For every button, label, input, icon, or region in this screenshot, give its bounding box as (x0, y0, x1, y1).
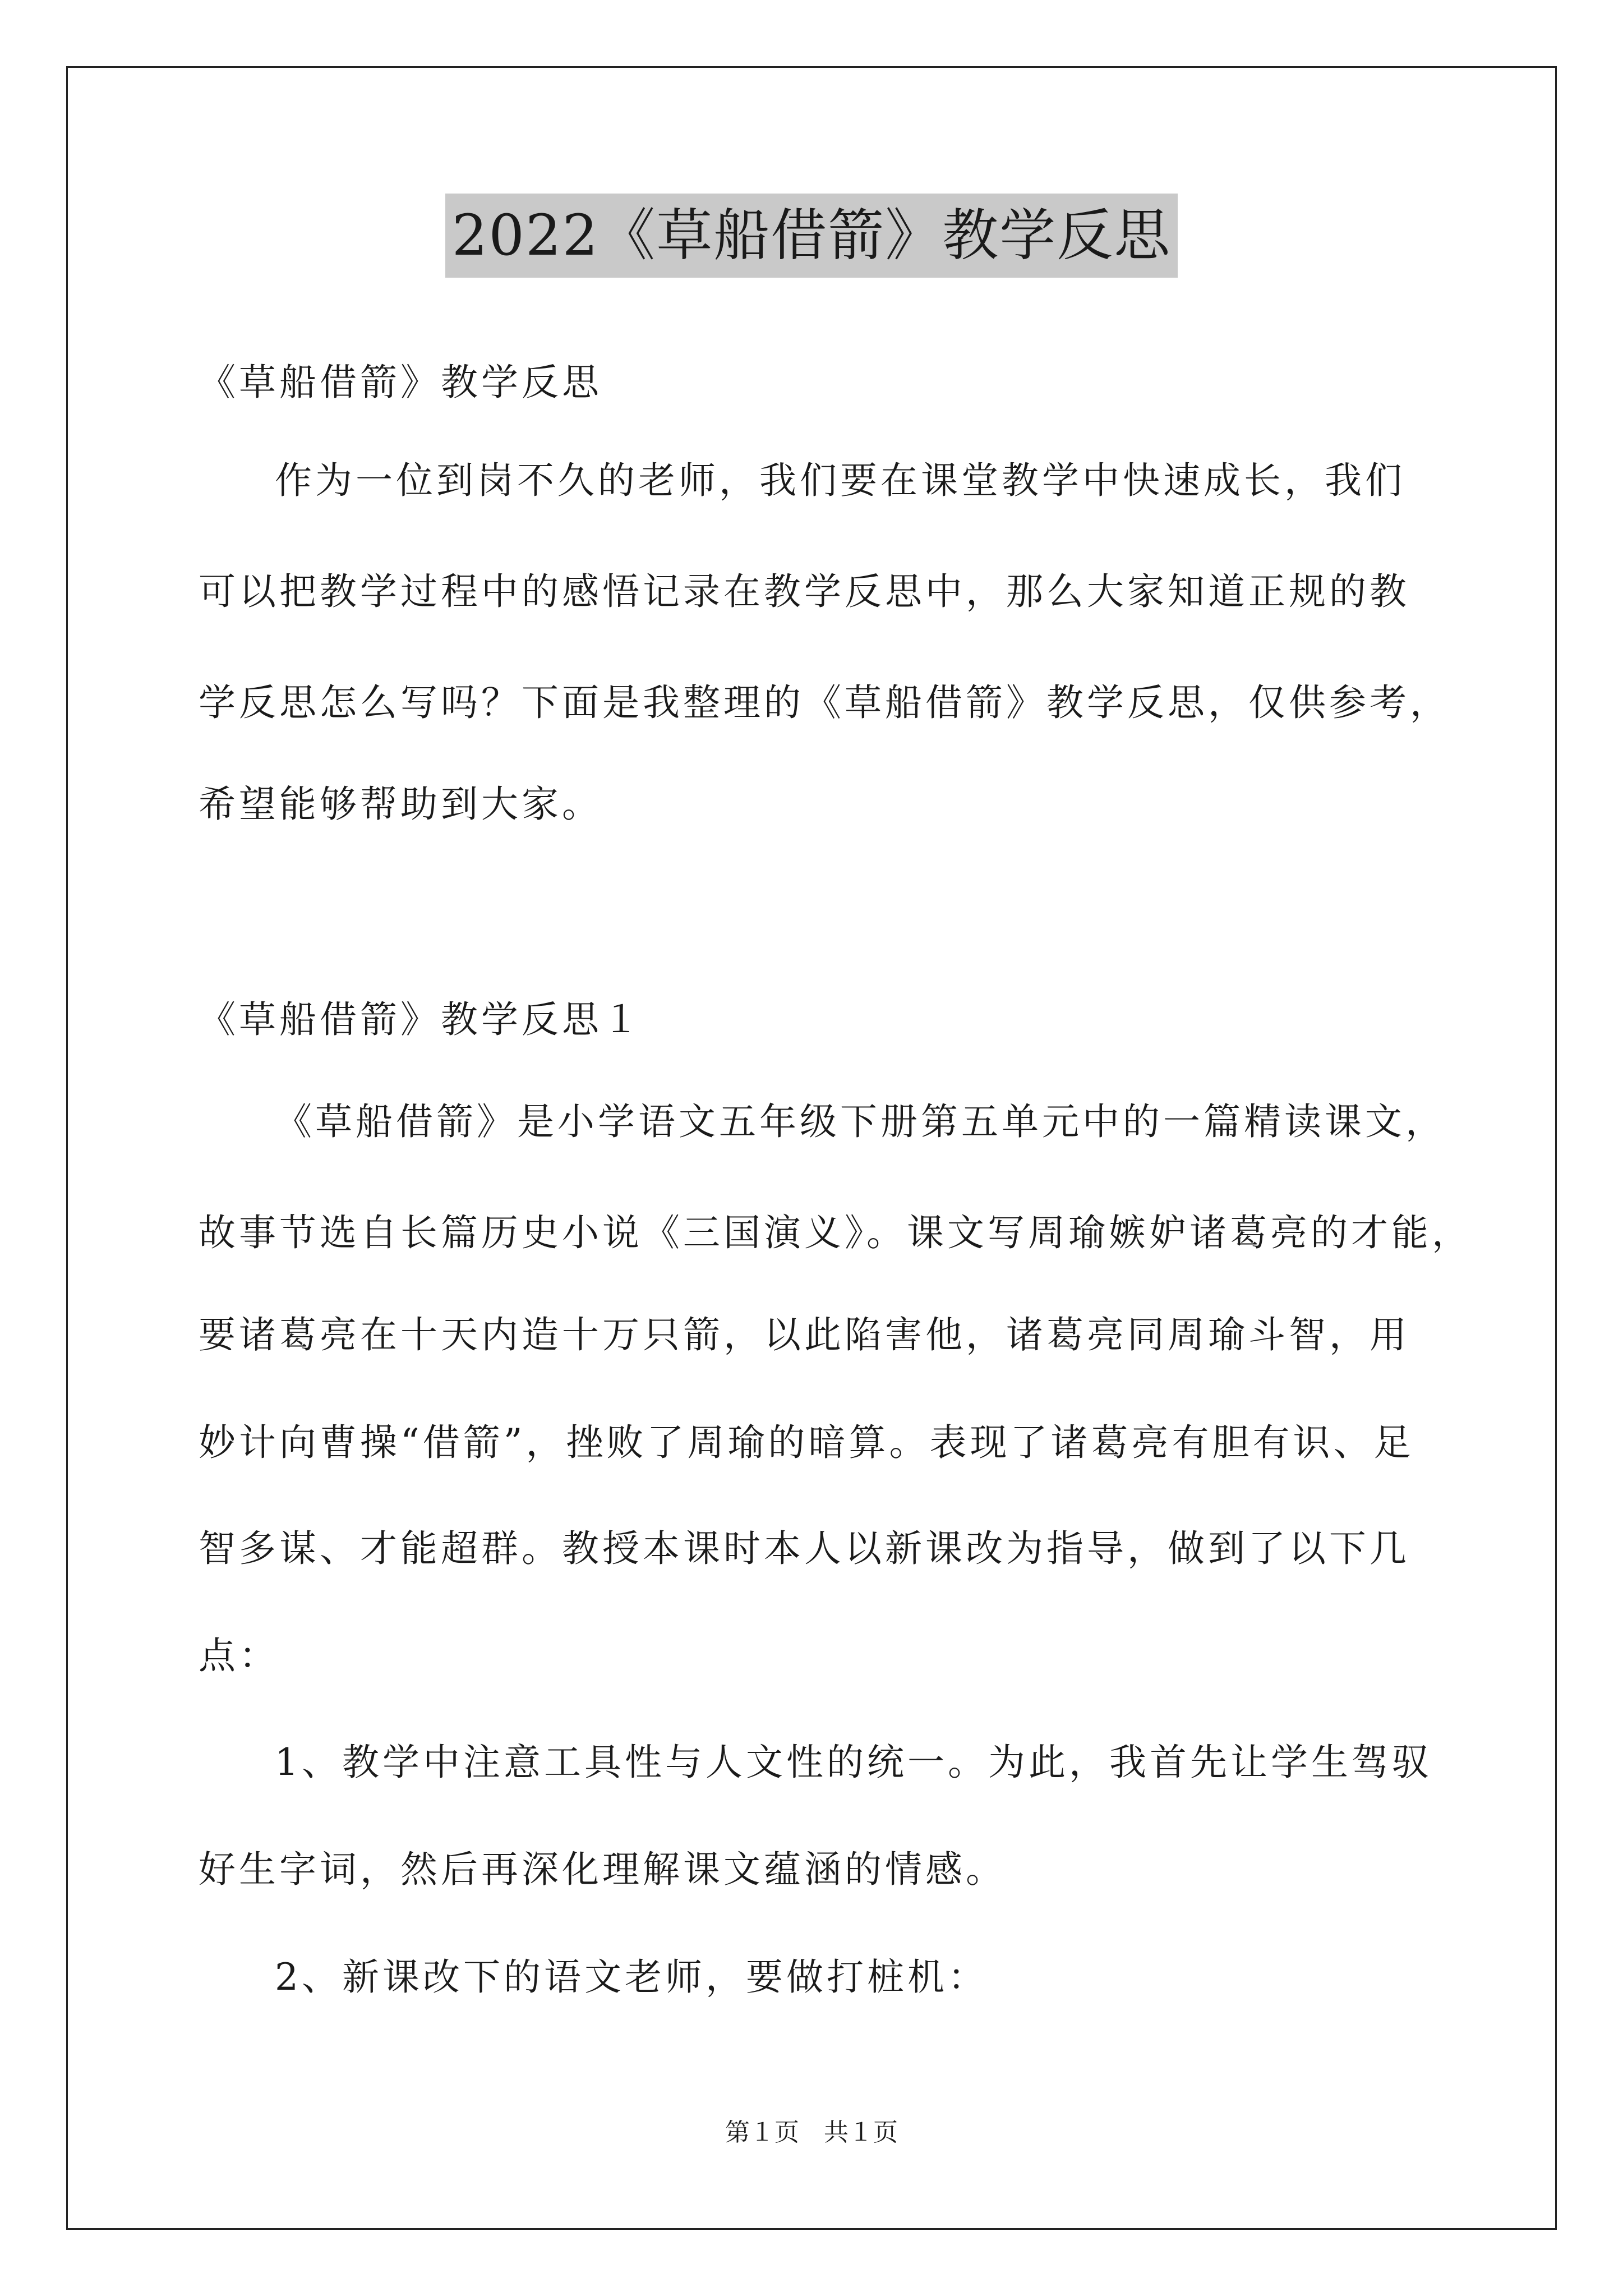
document-title: 2022《草船借箭》教学反思 (445, 194, 1178, 278)
title-container (0, 194, 1623, 278)
body-line: 好生字词，然后再深化理解课文蕴涵的情感。 (199, 1848, 1006, 1891)
body-line: 要诸葛亮在十天内造十万只箭，以此陷害他，诸葛亮同周瑜斗智，用 (199, 1313, 1410, 1356)
section-heading: 《草船借箭》教学反思１ (199, 998, 643, 1041)
body-line: 可以把教学过程中的感悟记录在教学反思中，那么大家知道正规的教 (199, 570, 1410, 613)
body-line: 希望能够帮助到大家。 (199, 783, 602, 826)
body-line: 学反思怎么写吗？下面是我整理的《草船借箭》教学反思，仅供参考， (199, 681, 1450, 724)
body-line: 智多谋、才能超群。教授本课时本人以新课改为指导，做到了以下几 (199, 1527, 1410, 1570)
body-line: 作为一位到岗不久的老师，我们要在课堂教学中快速成长，我们 (275, 459, 1405, 502)
body-line: 《草船借箭》是小学语文五年级下册第五单元中的一篇精读课文， (275, 1100, 1446, 1143)
page-footer: 第１页 共１页 (725, 2118, 898, 2147)
body-line: 故事节选自长篇历史小说《三国演义》。课文写周瑜嫉妒诸葛亮的才能， (199, 1211, 1472, 1254)
body-line: 妙计向曹操“借箭”，挫败了周瑜的暗算。表现了诸葛亮有胆有识、足 (199, 1421, 1414, 1464)
subtitle-line: 《草船借箭》教学反思 (199, 361, 602, 404)
list-item: 2、新课改下的语文老师，要做打桩机： (275, 1955, 988, 1999)
body-line: 点： (199, 1634, 279, 1677)
list-item: 1、教学中注意工具性与人文性的统一。为此，我首先让学生驾驭 (275, 1741, 1432, 1784)
